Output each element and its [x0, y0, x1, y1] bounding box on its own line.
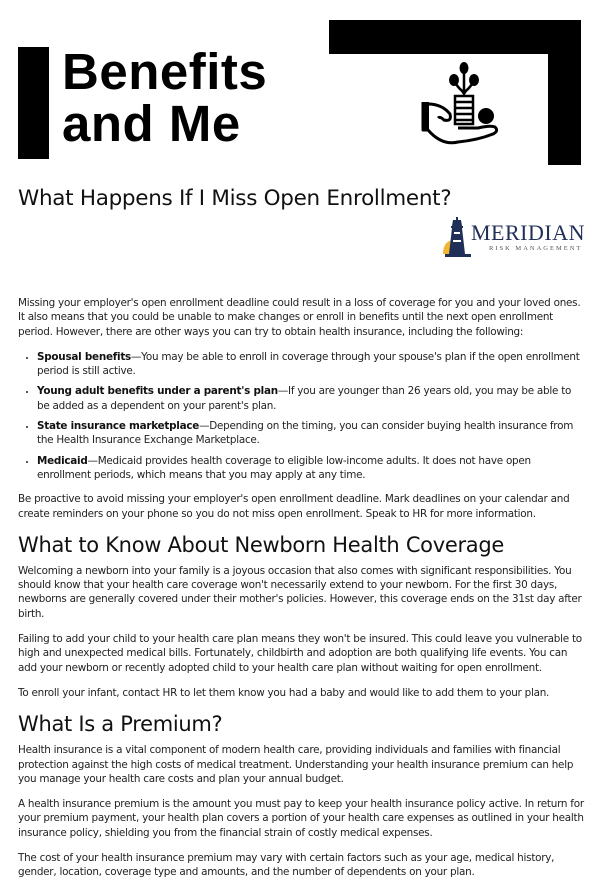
bullet-term: Medicaid — [37, 454, 88, 467]
bullet-term: Young adult benefits under a parent's plan — [37, 385, 278, 398]
corner-frame-right — [548, 20, 581, 165]
section3-heading: What Is a Premium? — [18, 712, 223, 737]
corner-frame-top — [329, 20, 581, 54]
section3-paragraph: Health insurance is a vital component of modern health care, providing individuals and families with financial protection against the high costs of medical treatment. Understanding your health insurance premium can help you manage your health care costs and plan your annual budget. — [18, 744, 574, 785]
lighthouse-icon — [441, 214, 473, 259]
logo-subtitle: RISK MANAGEMENT — [489, 245, 583, 252]
section2-paragraph: Failing to add your child to your health care plan means they won't be insured. This could leave you vulnerable to high and unexpected medical bills. Fortunately, childbirth and adoption are both qualifying life events. You can add your newborn or recently adopted child to your health care plan without waiting for open enrollment. — [18, 633, 582, 674]
bullet-text: —Depending on the timing, you can consider buying health insurance from the Health Insurance Exchange Marketplace. — [37, 420, 574, 447]
section1-intro: Missing your employer's open enrollment deadline could result in a loss of coverage for you and your loved ones. It also means that you could be unable to make changes or enroll in benefits until the next open enrollment period. However, there are other ways you can try to obtain health insurance, including the following: — [18, 297, 581, 338]
section3-paragraph: The cost of your health insurance premium may vary with certain factors such as your age, medical history, gender, location, coverage type and amounts, and the number of dependents on your plan. — [18, 852, 555, 879]
list-item — [37, 419, 584, 448]
bullet-term: Spousal benefits — [37, 350, 131, 363]
bullet-text: —Medicaid provides health coverage to eligible low-income adults. It does not have open enrollment periods, which means that you may apply at any time. — [37, 454, 531, 481]
logo-name: MERIDIAN — [471, 220, 585, 245]
article-body — [18, 296, 584, 891]
section2-paragraph: Welcoming a newborn into your family is a joyous occasion that also comes with significant responsibilities. You should know that your health care coverage won't necessarily extend to your newborn. For the first 30 days, newborns are generally covered under their mother's policies. However, this coverage ends on the 31st day after birth. — [18, 564, 582, 620]
meridian-logo — [441, 214, 586, 259]
bullet-term: State insurance marketplace — [37, 420, 200, 433]
header-accent-bar — [18, 47, 49, 159]
coverage-options-list — [18, 350, 584, 482]
section2-heading: What to Know About Newborn Health Coverage — [18, 532, 505, 557]
list-item — [37, 350, 584, 379]
bullet-text: —You may be able to enroll in coverage through your spouse's plan if the open enrollment period is still active. — [37, 350, 580, 378]
section3-paragraph: A health insurance premium is the amount you must pay to keep your health insurance policy active. In return for your premium payment, your health plan covers a portion of your health care expenses as outlined in your health insurance policy, shielding you from the financial strain of costly medical expenses. — [18, 798, 584, 839]
list-item — [37, 384, 584, 413]
title-line-1: Benefits — [62, 43, 268, 100]
title-line-2: and Me — [62, 95, 241, 152]
newsletter-title — [62, 43, 268, 152]
hand-holding-plant-coins-icon — [414, 60, 514, 165]
list-item — [37, 454, 584, 483]
bullet-text: —If you are younger than 26 years old, you may be able to be added as a dependent on your parent's plan. — [37, 385, 572, 412]
section2-paragraph: To enroll your infant, contact HR to let them know you had a baby and would like to add them to your plan. — [18, 686, 550, 699]
main-heading: What Happens If I Miss Open Enrollment? — [18, 186, 452, 211]
section1-closing: Be proactive to avoid missing your employer's open enrollment deadline. Mark deadlines on your calendar and create reminders on your phone so you do not miss open enrollment. Speak to HR for more information. — [18, 493, 570, 520]
